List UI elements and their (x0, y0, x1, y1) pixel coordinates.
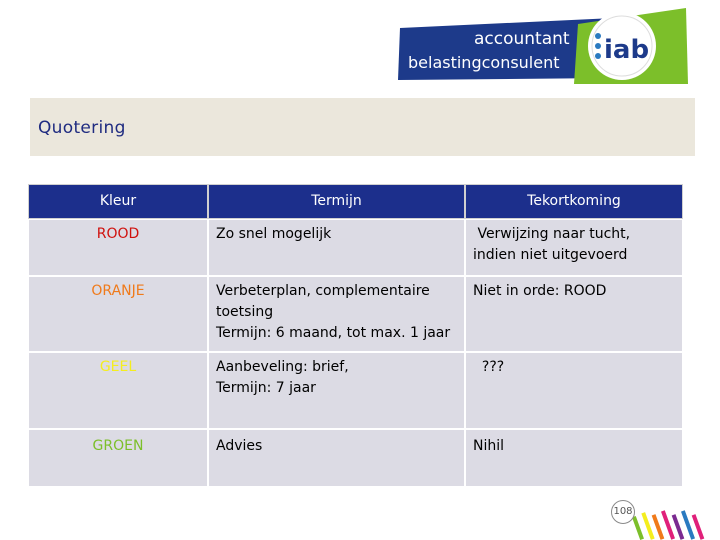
tekortkoming-line: ??? (473, 359, 505, 375)
kleur-cell (28, 352, 208, 429)
termijn-line: Termijn: 7 jaar (216, 380, 316, 396)
header-termijn: Termijn (208, 184, 465, 219)
tekortkoming-line: indien niet uitgevoerd (473, 247, 628, 263)
logo-brand: iab (604, 35, 650, 65)
termijn-cell (208, 429, 465, 487)
termijn-line: Zo snel mogelijk (216, 226, 332, 242)
page-title: Quotering (38, 118, 126, 138)
tekortkoming-cell (465, 429, 683, 487)
tekortkoming-cell (465, 276, 683, 352)
table-row (28, 352, 683, 429)
kleur-cell (28, 429, 208, 487)
termijn-line: toetsing (216, 304, 274, 320)
termijn-cell (208, 352, 465, 429)
tekortkoming-line: Verwijzing naar tucht, (473, 226, 631, 242)
tekortkoming-line: Nihil (473, 438, 505, 454)
table-header-row (28, 184, 683, 219)
page-number: 108 (611, 500, 635, 524)
termijn-line: Advies (216, 438, 263, 454)
header-kleur: Kleur (28, 184, 208, 219)
header-tekortkoming: Tekortkoming (465, 184, 683, 219)
kleur-cell (28, 219, 208, 276)
tekortkoming-cell (465, 352, 683, 429)
termijn-cell (208, 276, 465, 352)
tekortkoming-line: Niet in orde: ROOD (473, 283, 607, 299)
tekortkoming-cell (465, 219, 683, 276)
title-bar (30, 98, 695, 156)
kleur-label: GEEL (99, 359, 137, 375)
table-row (28, 429, 683, 487)
termijn-line: Verbeterplan, complementaire (216, 283, 430, 299)
kleur-cell (28, 276, 208, 352)
termijn-line: Termijn: 6 maand, tot max. 1 jaar (216, 325, 451, 341)
kleur-label: GROEN (92, 438, 144, 454)
logo-line1: accountant (474, 29, 570, 49)
decorative-stripes (628, 506, 708, 540)
table-row (28, 219, 683, 276)
termijn-cell (208, 219, 465, 276)
termijn-line: Aanbeveling: brief, (216, 359, 349, 375)
table-row (28, 276, 683, 352)
kleur-label: ORANJE (91, 283, 145, 299)
logo-graphic (386, 6, 692, 88)
iab-logo (386, 6, 692, 88)
kleur-label: ROOD (96, 226, 140, 242)
quotering-table (28, 184, 683, 487)
logo-line2: belastingconsulent (408, 53, 560, 72)
